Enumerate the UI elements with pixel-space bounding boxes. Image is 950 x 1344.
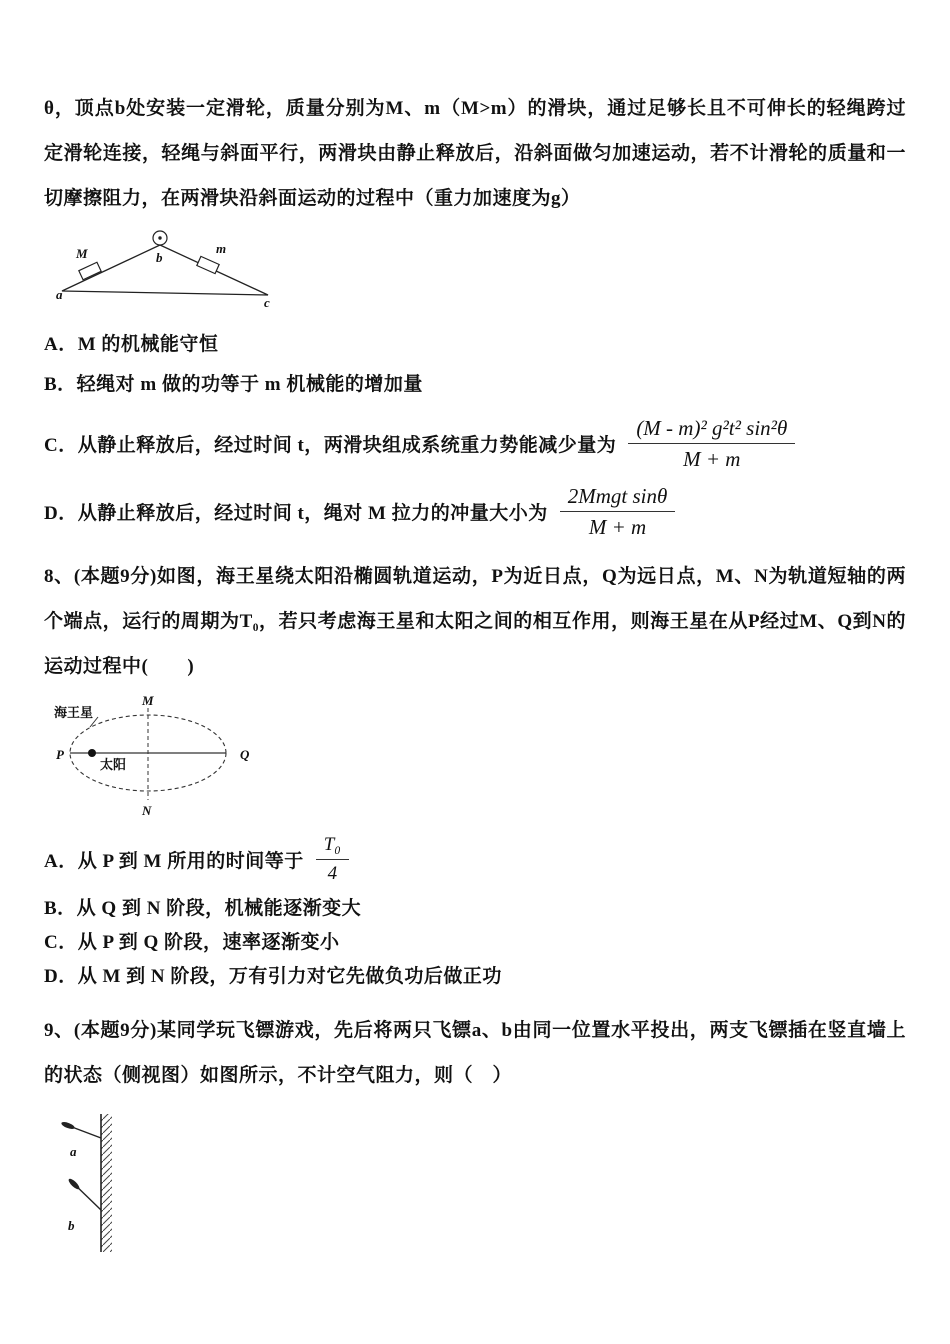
q7-option-c-fraction [628, 415, 795, 473]
sun-dot [88, 749, 96, 757]
label-block-M: M [76, 246, 88, 261]
q8-option-a [44, 833, 906, 886]
label-sun: 太阳 [100, 757, 127, 772]
label-point-Q: Q [240, 747, 250, 762]
q8-option-d: D．从 M 到 N 阶段，万有引力对它先做负功后做正功 [44, 965, 502, 987]
q7-intro-text: θ，顶点b处安装一定滑轮，质量分别为M、m（M>m）的滑块，通过足够长且不可伸长的轻绳跨过定滑轮连接，轻绳与斜面平行，两滑块由静止释放后，沿斜面做匀加速运动，若不计滑轮的质量和一切摩擦阻力，在两滑块沿斜面运动的过程中（重力加速度为g） [44, 98, 906, 209]
q7-option-c-text: C．从静止释放后，经过时间 t，两滑块组成系统重力势能减少量为 [44, 435, 617, 457]
wall-hatching [101, 1114, 112, 1252]
fraction-numerator: T₀ [316, 833, 349, 860]
q7-option-b: B．轻绳对 m 做的功等于 m 机械能的增加量 [44, 374, 423, 395]
q8-option-c: C．从 P 到 Q 阶段，速率逐渐变小 [44, 931, 340, 953]
q9-intro-text: 9、(本题9分)某同学玩飞镖游戏，先后将两只飞镖a、b由同一位置水平投出，两支飞镖插在竖直墙上的状态（侧视图）如图所示，不计空气阻力，则（ ） [44, 1019, 906, 1086]
q8-option-a-text: A．从 P 到 M 所用的时间等于 [44, 850, 304, 872]
fraction-numerator: 2Mmgt sinθ [560, 483, 676, 512]
darts-wall-figure [54, 1112, 126, 1256]
q7-option-d-text: D．从静止释放后，经过时间 t，绳对 M 拉力的冲量大小为 [44, 502, 548, 524]
label-vertex-b: b [156, 250, 163, 265]
fraction-denominator: 4 [327, 862, 338, 884]
label-dart-b: b [68, 1217, 75, 1233]
q7-pulley-diagram [56, 229, 906, 311]
fraction-denominator: M + m [588, 514, 647, 539]
label-point-N: N [142, 803, 152, 818]
q7-option-c [44, 415, 906, 473]
q8-option-b: B．从 Q 到 N 阶段，机械能逐渐变大 [44, 897, 362, 919]
q7-option-d-fraction [560, 483, 676, 541]
label-neptune: 海王星 [54, 705, 94, 720]
orbit-figure [54, 693, 254, 821]
q7-option-a: A．M 的机械能守恒 [44, 334, 219, 355]
block-m [197, 256, 219, 273]
label-point-P: P [56, 747, 64, 762]
q7-option-d [44, 483, 906, 541]
fraction-denominator: M + m [683, 447, 741, 472]
block-M [79, 262, 101, 280]
dart-a-fletching [61, 1120, 76, 1130]
label-point-M: M [142, 693, 154, 708]
q8-orbit-diagram [54, 693, 906, 823]
pulley-incline-figure [56, 229, 274, 309]
label-dart-a: a [70, 1143, 77, 1159]
label-vertex-c: c [264, 295, 270, 309]
dart-b-fletching [67, 1177, 81, 1190]
pulley-axle-dot [158, 236, 161, 239]
q8-intro-text: 8、(本题9分)如图，海王星绕太阳沿椭圆轨道运动，P为近日点，Q为远日点，M、N为轨道短轴的两个端点，运行的周期为T₀，若只考虑海王星和太阳之间的相互作用，则海王星在从P经过M、Q到N的运动过程中( ) [44, 566, 906, 677]
label-block-m: m [216, 241, 227, 256]
fraction-numerator: (M - m)² g²t² sin²θ [628, 415, 795, 444]
label-vertex-a: a [56, 287, 63, 302]
q9-darts-diagram [54, 1112, 906, 1258]
q8-option-a-fraction [316, 833, 349, 886]
